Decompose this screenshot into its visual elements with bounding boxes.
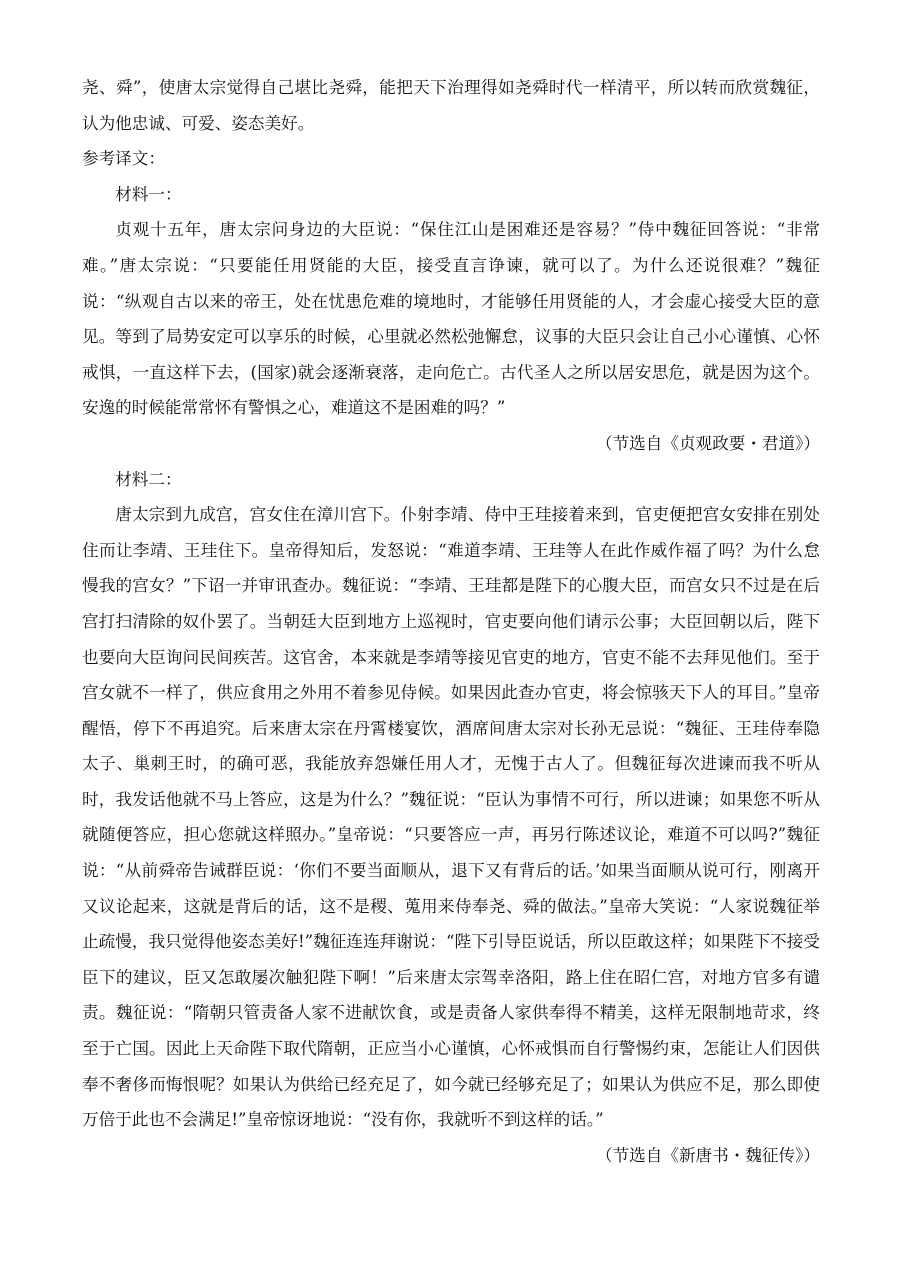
material1-source: （节选自《贞观政要・君道》） bbox=[595, 433, 820, 453]
material1-paragraph: 贞观十五年，唐太宗问身边的大臣说：“保住江山是困难还是容易？”侍中魏征回答说：“非常难。”唐太宗说：“只要能任用贤能的大臣，接受直言诤谏，就可以了。为什么还说很难？”魏征说：“纵观自古以来的帝王，处在忧患危难的境地时，才能够任用贤能的人，才会虚心接受大臣的意见。等到了局势安定可以享乐的时候，心里就必然松弛懈怠，议事的大臣只会让自己小心谨慎、心怀戒惧，一直这样下去，(国家)就会逐渐衰落，走向危亡。古代圣人之所以居安思危，就是因为这个。安逸的时候能常常怀有警惧之心，难道这不是困难的吗？” bbox=[82, 220, 820, 418]
material1-label: 材料一： bbox=[115, 184, 182, 204]
translation-label: 参考译文： bbox=[82, 149, 165, 169]
document-page bbox=[82, 70, 820, 1173]
material2-source: （节选自《新唐书・魏征传》） bbox=[595, 1145, 820, 1165]
material2-paragraph: 唐太宗到九成宫，宫女住在漳川宫下。仆射李靖、侍中王珪接着来到，官吏便把宫女安排在别处住而让李靖、王珪住下。皇帝得知后，发怒说：“难道李靖、王珪等人在此作威作福了吗？为什么怠慢我的宫女？”下诏一并审讯查办。魏征说：“李靖、王珪都是陛下的心腹大臣，而宫女只不过是在后宫打扫清除的奴仆罢了。当朝廷大臣到地方上巡视时，官吏要向他们请示公事；大臣回朝以后，陛下也要向大臣询问民间疾苦。这官舍，本来就是李靖等接见官吏的地方，官吏不能不去拜见他们。至于宫女就不一样了，供应食用之外用不着参见侍候。如果因此查办官吏，将会惊骇天下人的耳目。”皇帝醒悟，停下不再追究。后来唐太宗在丹霄楼宴饮，酒席间唐太宗对长孙无忌说：“魏征、王珪侍奉隐太子、巢刺王时，的确可恶，我能放弃怨嫌任用人才，无愧于古人了。但魏征每次进谏而我不听从时，我发话他就不马上答应，这是为什么？”魏征说：“臣认为事情不可行，所以进谏；如果您不听从就随便答应，担心您就这样照办。”皇帝说：“只要答应一声，再另行陈述议论，难道不可以吗?”魏征说：“从前舜帝告诫群臣说：‘你们不要当面顺从，退下又有背后的话。’如果当面顺从说可行，刚离开又议论起来，这就是背后的话，这不是稷、蒐用来侍奉尧、舜的做法。”皇帝大笑说：“人家说魏征举止疏慢，我只觉得他姿态美好!”魏征连连拜谢说：“陛下引导臣说话，所以臣敢这样；如果陛下不接受臣下的建议，臣又怎敢屡次触犯陛下啊！”后来唐太宗驾幸洛阳，路上住在昭仁宫，对地方官多有谴责。魏征说：“隋朝只管责备人家不进献饮食，或是责备人家供奉得不精美，这样无限制地苛求，终至于亡国。因此上天命陛下取代隋朝，正应当小心谨慎，心怀戒惧而自行警惕约束，怎能让人们因供奉不奢侈而悔恨呢？如果认为供给已经充足了，如今就已经够充足了；如果认为供应不足，那么即使万倍于此也不会满足!”皇帝惊讶地说：“没有你，我就听不到这样的话。” bbox=[82, 505, 820, 1130]
material2-label: 材料二： bbox=[115, 469, 182, 489]
intro-paragraph: 尧、舜”，使唐太宗觉得自己堪比尧舜，能把天下治理得如尧舜时代一样清平，所以转而欣赏魏征，认为他忠诚、可爱、姿态美好。 bbox=[82, 78, 820, 133]
